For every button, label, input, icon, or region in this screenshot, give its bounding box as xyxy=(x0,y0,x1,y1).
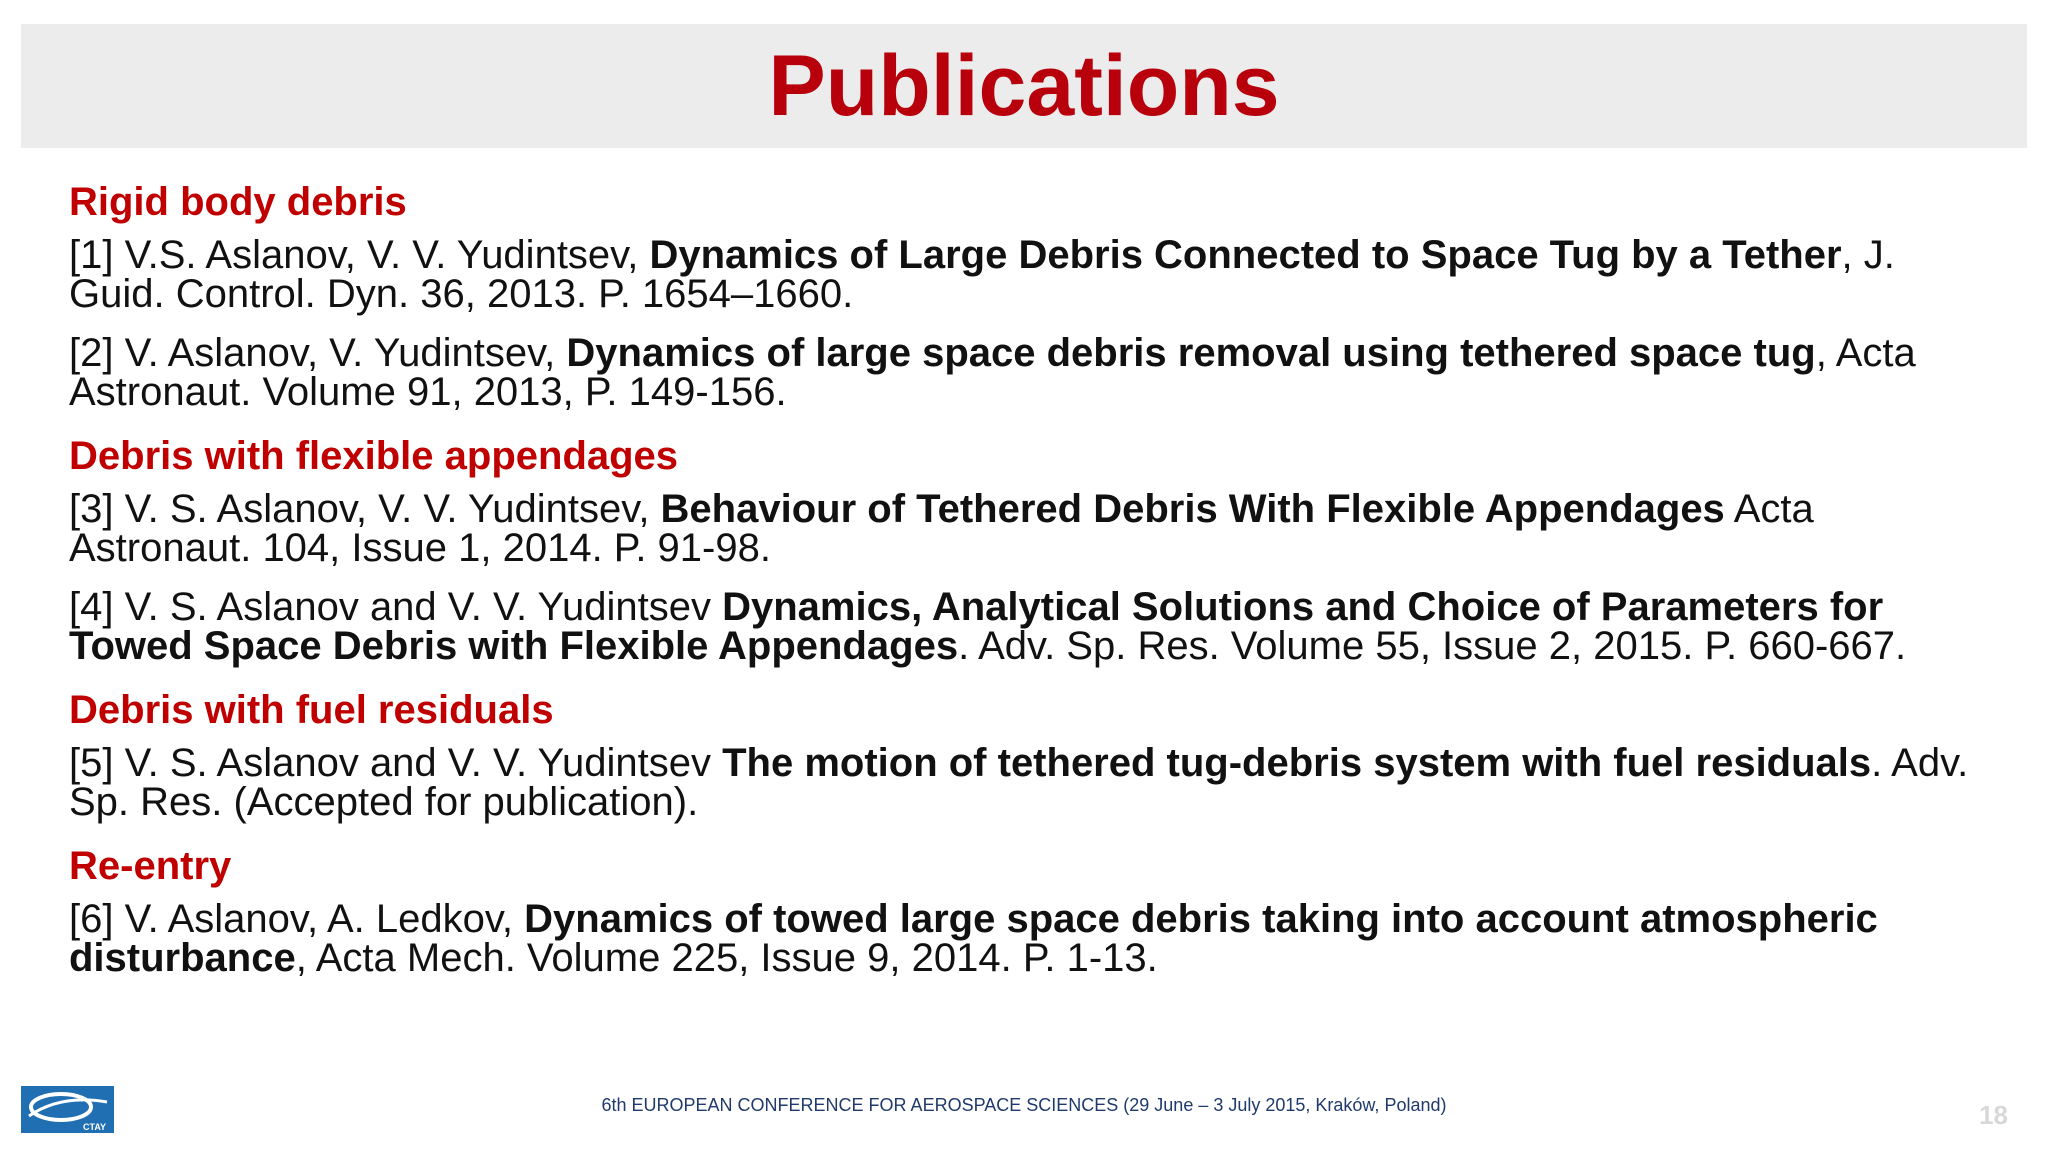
reference-5 xyxy=(69,741,1989,824)
ref-authors: [2] V. Aslanov, V. Yudintsev, xyxy=(69,331,567,375)
section-heading: Debris with fuel residuals xyxy=(69,688,554,732)
ref-source: , Acta Astronaut. Volume 91, 2013, P. 149-156. xyxy=(69,331,1916,414)
section-heading: Debris with flexible appendages xyxy=(69,434,679,478)
section-re-entry xyxy=(69,842,1989,978)
section-heading: Rigid body debris xyxy=(69,180,407,224)
ref-title: The motion of tethered tug-debris system with fuel residuals xyxy=(722,741,1872,785)
section-flexible-appendages xyxy=(69,432,1989,666)
ref-authors: [3] V. S. Aslanov, V. V. Yudintsev, xyxy=(69,487,661,531)
publications-list xyxy=(69,178,1989,998)
ref-title: Behaviour of Tethered Debris With Flexible Appendages xyxy=(660,487,1725,531)
section-rigid-body-debris xyxy=(69,178,1989,412)
ref-source: . Adv. Sp. Res. Volume 55, Issue 2, 2015. P. 660-667. xyxy=(958,624,1907,668)
reference-6 xyxy=(69,897,1989,980)
ref-source: , Acta Mech. Volume 225, Issue 9, 2014. P. 1-13. xyxy=(295,936,1158,980)
ref-authors: [5] V. S. Aslanov and V. V. Yudintsev xyxy=(69,741,723,785)
section-heading: Re-entry xyxy=(69,844,232,888)
ref-source: . Adv. Sp. Res. (Accepted for publication). xyxy=(69,741,1969,824)
page-number: 18 xyxy=(1979,1100,2008,1130)
ref-authors: [1] V.S. Aslanov, V. V. Yudintsev, xyxy=(69,233,650,277)
ref-source: , J. Guid. Control. Dyn. 36, 2013. P. 1654–1660. xyxy=(69,233,1895,316)
reference-2 xyxy=(69,331,1989,414)
ref-title: Dynamics of large space debris removal using tethered space tug xyxy=(566,331,1816,375)
ref-title: Dynamics of towed large space debris taking into account atmospheric disturbance xyxy=(69,897,1878,980)
ref-title: Dynamics of Large Debris Connected to Space Tug by a Tether xyxy=(649,233,1842,277)
title-band xyxy=(21,24,2027,148)
slide-title: Publications xyxy=(768,38,1280,134)
reference-1 xyxy=(69,233,1989,316)
reference-3 xyxy=(69,487,1989,570)
ref-authors: [6] V. Aslanov, A. Ledkov, xyxy=(69,897,525,941)
conference-footer: 6th EUROPEAN CONFERENCE FOR AEROSPACE SCIENCES (29 June – 3 July 2015, Kraków, Poland) xyxy=(601,1095,1447,1115)
ref-title: Dynamics, Analytical Solutions and Choice of Parameters for Towed Space Debris with Flexible Appendages xyxy=(69,585,1884,668)
ref-authors: [4] V. S. Aslanov and V. V. Yudintsev xyxy=(69,585,723,629)
logo-text: CTAY xyxy=(83,1122,107,1132)
reference-4 xyxy=(69,585,1989,668)
ref-source: Acta Astronaut. 104, Issue 1, 2014. P. 91-98. xyxy=(69,487,1814,570)
section-fuel-residuals xyxy=(69,686,1989,822)
